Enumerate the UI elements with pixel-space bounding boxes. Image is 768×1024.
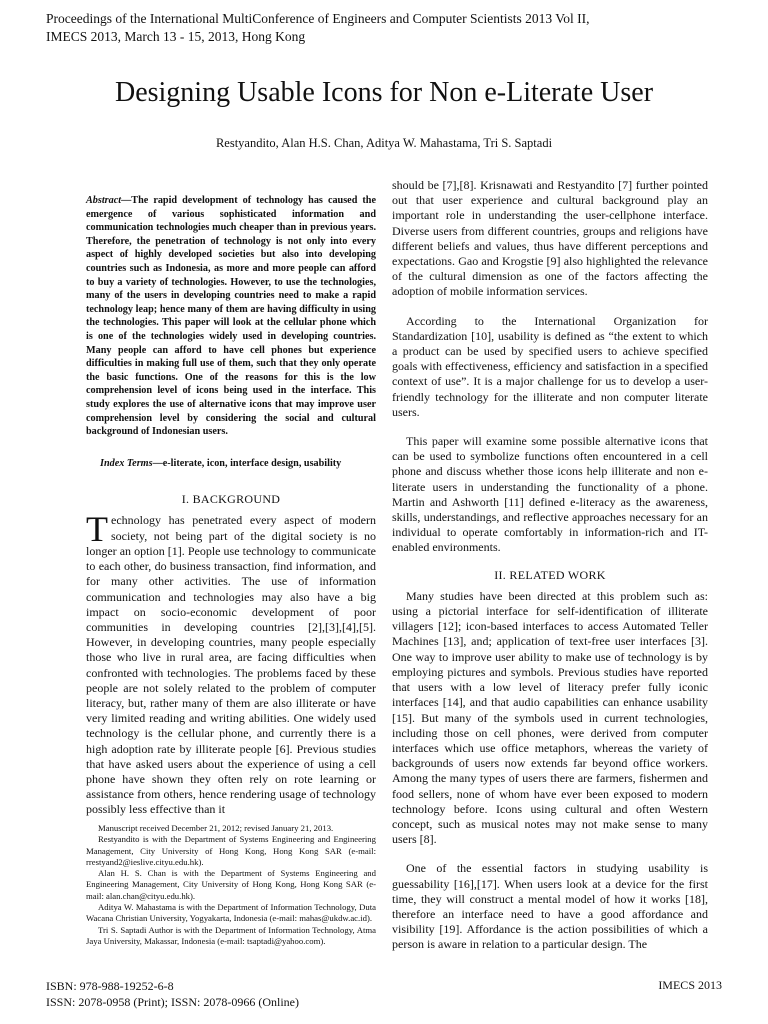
footer-isbn: ISBN: 978-988-19252-6-8 — [46, 979, 174, 993]
background-paragraph-1-text: echnology has penetrated every aspect of modern society, not being part of the digital society is no longer an option [1]. People use technology to communicate to each other, do business transaction, find information, and for many other activities. The use of information communication and technologies may also have a big impact on socio-economic development of poor communities in developing countries [2],[3],[4],[5]. However, in developing countries, many people especially those who live in rural area, are facing difficulties when confronted with technologies. The problems faced by these people are not solely related to the problem of computer literacy, but, rather many of them are also illiterate or have very limited reading and writing abilities. One widely used technology is the cellular phone, and currently there is a high adoption rate by illiterate people [6]. Previous studies that have asked users about the experience of using a cell phone have shown they often rely on rote learning or assistance from others, hence rendering usage of technology possibly less effective than it — [86, 513, 376, 817]
left-column — [86, 178, 376, 818]
running-head-line-2: IMECS 2013, March 13 - 15, 2013, Hong Kong — [46, 29, 306, 44]
footnote-received: Manuscript received December 21, 2012; revised January 21, 2013. — [98, 823, 334, 833]
footer-issn: ISSN: 2078-0958 (Print); ISSN: 2078-0966 (Online) — [46, 995, 299, 1009]
abstract-label: Abstract — [86, 195, 122, 206]
running-head-line-1: Proceedings of the International MultiConference of Engineers and Computer Scientists 2013 Vol II, — [46, 11, 590, 26]
related-work-paragraph-1: Many studies have been directed at this problem such as: using a pictorial interface for self-identification of illiterate villagers [12]; icon-based interfaces to access Automated Teller Machines [13], and; application of text-free user interfaces [3]. One way to improve user ability to make use of technology is by employing pictures and symbols. Previous studies have reported that users with a low level of literacy prefer fully iconic interfaces [14], and that audio capabilities can enhance usability [15]. But many of the symbols used in current technologies, including those on cell phones, were derived from computer interfaces which use office metaphors, whereas the variety of backgrounds of users now extends far beyond office workers. Among the many types of users there are farmers, fishermen and food sellers, none of whom have ever been exposed to modern technology before. Icons using cultural and often Western concept, such as musical notes may not make sense to many users [8]. — [392, 588, 708, 847]
drop-cap: T — [86, 509, 108, 550]
index-terms: Index Terms—e-literate, icon, interface design, usability — [100, 457, 342, 469]
footnote-author-4: Tri S. Saptadi Author is with the Department of Information Technology, Atma Jaya University, Makassar, Indonesia (e-mail: tsaptadi@yahoo.com). — [86, 924, 376, 946]
footnotes — [86, 823, 376, 947]
section-heading-background: I. BACKGROUND — [181, 492, 281, 507]
footnote-author-3: Aditya W. Mahastama is with the Department of Information Technology, Duta Wacana Christian University, Yogyakarta, Indonesia (e-mail: mahas@ukdw.ac.id). — [86, 902, 376, 924]
index-terms-text: e-literate, icon, interface design, usability — [162, 457, 342, 469]
footer-conference: IMECS 2013 — [658, 978, 722, 992]
abstract: Abstract—The rapid development of technology has caused the emergence of various sophisticated information and communication technologies much cheaper than in previous years. Therefore, the penetration of technology is not only into every aspect of highly developed societies but also into developing countries such as Indonesia, as more and more people can afford to buy a variety of technologies. However, to use the technologies, many of the users in developing countries need to make a rapid technology leap; hence many of them are having difficulty in using the technologies. This paper will look at the cellular phone which is one of the technologies widely used in developing countries. Many people can afford to have cell phones but experience difficulties in making full use of them, such that they only operate the basic functions. One of the reasons for this is the low comprehension level of icons being used in the interface. This study explores the use of alternative icons that may improve user comprehension level by considering the social and cultural background of Indonesian users. — [86, 195, 376, 438]
footer-identifiers — [46, 978, 299, 1010]
running-head — [46, 10, 590, 46]
related-work-paragraph-2: One of the essential factors in studying usability is guessability [16],[17]. When users look at a device for the first time, they will construct a mental model of how it works [18], therefore an interface need to have a good affordance and visibility [19]. Affordance is the action possibilities of which a person is aware in relation to a particular design. The — [392, 861, 708, 952]
background-paragraph-3: According to the International Organization for Standardization [10], usability is defined as “the extent to which a product can be used by specified users to achieve specified goals with effectiveness, efficiency and satisfaction in a specified context of use”. It is a major challenge for us to develop a user-friendly technology for the illiterate and non computer literate users. — [392, 313, 708, 419]
footnote-author-1: Restyandito is with the Department of Systems Engineering and Engineering Management, City University of Hong Kong, Hong Kong SAR (e-mail: rrestyand2@ieslive.cityu.edu.hk). — [86, 834, 376, 867]
section-heading-related-work: II. RELATED WORK — [494, 567, 606, 582]
background-paragraph-4: This paper will examine some possible alternative icons that can be used to symbolize functions often encountered in a cell phone and discuss whether those icons help illiterate and non e-literate users in understanding the functionality of a phone. Martin and Ashworth [11] defined e-literacy as the awareness, skills, understandings, and reflective approaches necessary for an individual to operate comfortably in information-rich and IT-enabled environments. — [392, 434, 708, 555]
background-paragraph-2: should be [7],[8]. Krisnawati and Restyandito [7] further pointed out that user experience and cultural background play an important role in understanding the user-cellphone interface. Diverse users from different countries, groups and religions have different beliefs and values, thus have different perceptions and expectations. Gao and Krogstie [9] also highlighted the relevance of the cultural dimension as one of the factors affecting the adoption of mobile information services. — [392, 178, 708, 299]
abstract-text: The rapid development of technology has caused the emergence of various sophisticated information and communication technologies much cheaper than in previous years. Therefore, the penetration of technology is not only into every aspect of highly developed societies but also into developing countries such as Indonesia, as more and more people can afford to buy a variety of technologies. However, to use the technologies, many of the users in developing countries need to make a rapid technology leap; hence many of them are having difficulty in using the technologies. This paper will look at the cellular phone which is one of the technologies widely used in developing countries. Many people can afford to have cell phones but experience difficulties in making full use of them, such that they only operate the basic functions. One of the reasons for this is the low comprehension level of icons being used in the interface. This study explores the use of alternative icons that may improve user comprehension level by considering the social and cultural background of Indonesian users. — [86, 195, 376, 438]
footnote-author-2: Alan H. S. Chan is with the Department of Systems Engineering and Engineering Management, City University of Hong Kong, Hong Kong SAR (e-mail: alan.chan@cityu.edu.hk). — [86, 868, 376, 901]
index-terms-label: Index Terms — [100, 457, 153, 469]
right-column — [392, 178, 708, 953]
background-paragraph-1 — [86, 509, 376, 817]
paper-title: Designing Usable Icons for Non e-Literate User — [114, 77, 654, 108]
paper-authors: Restyandito, Alan H.S. Chan, Aditya W. Mahastama, Tri S. Saptadi — [215, 136, 553, 150]
